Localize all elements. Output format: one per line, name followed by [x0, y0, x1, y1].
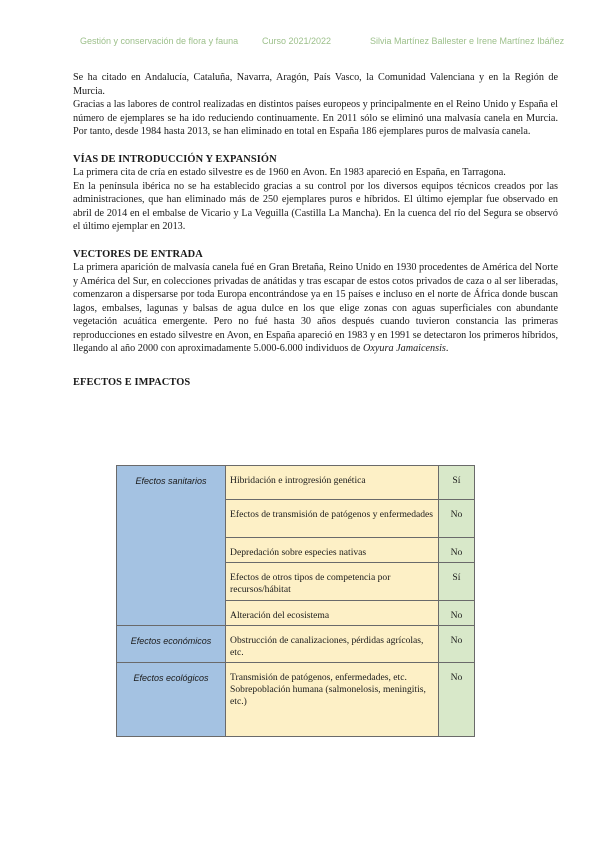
category-economicos: Efectos económicos: [117, 626, 226, 663]
effect-description: Alteración del ecosistema: [226, 601, 439, 626]
effect-value: Sí: [438, 466, 474, 500]
heading-vectores-entrada: VECTORES DE ENTRADA: [73, 248, 203, 260]
table-row: [117, 663, 475, 737]
effect-description: Transmisión de patógenos, enfermedades, etc. Sobrepoblación humana (salmonelosis, meningitis, etc.): [226, 663, 439, 737]
header-course-year: Curso 2021/2022: [262, 36, 332, 46]
intro-paragraph-1: Se ha citado en Andalucía, Cataluña, Navarra, Aragón, País Vasco, la Comunidad Valenciana y en la Región de Murcia.: [73, 72, 558, 97]
effects-table: [116, 465, 475, 737]
effect-description: Obstrucción de canalizaciones, pérdidas agrícolas, etc.: [226, 626, 439, 663]
vias-paragraph-2: En la península ibérica no se ha establecido gracias a su control por los diversos equipos técnicos creados por las administraciones, que han eliminado más de 250 ejemplares puros e híbridos. El último ejemplar fue observado en abril de 2014 en el embalse de Vicario y La Veguilla (Castilla La Mancha). En la cuenca del río del Segura se observó el último ejemplar en 2013.: [73, 180, 558, 232]
effect-description: Hibridación e introgresión genética: [226, 466, 439, 500]
effect-value: No: [438, 500, 474, 538]
table-row: [117, 626, 475, 663]
vectores-paragraph: [73, 261, 558, 356]
category-ecologicos: Efectos ecológicos: [117, 663, 226, 737]
effect-description: Efectos de transmisión de patógenos y enfermedades: [226, 500, 439, 538]
document-body: [73, 71, 558, 389]
vectores-text: La primera aparición de malvasía canela fué en Gran Bretaña, Reino Unido en 1930 procedentes de América del Norte y América del Sur, en colecciones privadas de anátidas y tras escapar de estos cotos privados de caza o al ser liberadas, comenzaron a dispersarse por toda Europa encontrándose ya en 15 países e incluso en el norte de África donde buscan lagos, embalses, lagunas y balsas de agua dulce en los que elige zonas con aguas superficiales con abundante vegetación acuática emergente. Pero no fué hasta 30 años después cuando tuvieron constancia las primeras reproducciones en estado silvestre en Avon, en España apareció en 1983 y en 1991 se detectaron los primeros híbridos, llegando al año 2000 con aproximadamente 5.000-6.000 individuos de: [73, 262, 558, 354]
table-row: [117, 466, 475, 500]
header-course-subject: Gestión y conservación de flora y fauna: [80, 36, 239, 46]
intro-paragraph-2: Gracias a las labores de control realizadas en distintos países europeos y principalmente en el Reino Unido y España el número de ejemplares se ha ido reduciendo continuamente. En 2011 sólo se eliminó una malvasía canela en Murcia. Por tanto, desde 1984 hasta 2013, se han eliminado en total en España 186 ejemplares puros de malvasía canela.: [73, 99, 558, 137]
category-sanitarios: Efectos sanitarios: [117, 466, 226, 626]
species-name: Oxyura Jamaicensis: [363, 343, 446, 354]
header-authors: Silvia Martínez Ballester e Irene Martínez Ibáñez: [370, 36, 565, 46]
effect-description: Depredación sobre especies nativas: [226, 538, 439, 563]
vias-paragraph-1: La primera cita de cría en estado silvestre es de 1960 en Avon. En 1983 apareció en España, en Tarragona.: [73, 167, 506, 178]
vectores-text-end: .: [445, 343, 449, 354]
effect-value: No: [438, 626, 474, 663]
effect-value: Sí: [438, 563, 474, 601]
heading-vias-introduccion: VÍAS DE INTRODUCCIÓN Y EXPANSIÓN: [73, 153, 277, 165]
effect-value: No: [438, 538, 474, 563]
heading-efectos-impactos: EFECTOS E IMPACTOS: [73, 376, 191, 388]
effect-value: No: [438, 663, 474, 737]
effect-description: Efectos de otros tipos de competencia por recursos/hábitat: [226, 563, 439, 601]
effect-value: No: [438, 601, 474, 626]
